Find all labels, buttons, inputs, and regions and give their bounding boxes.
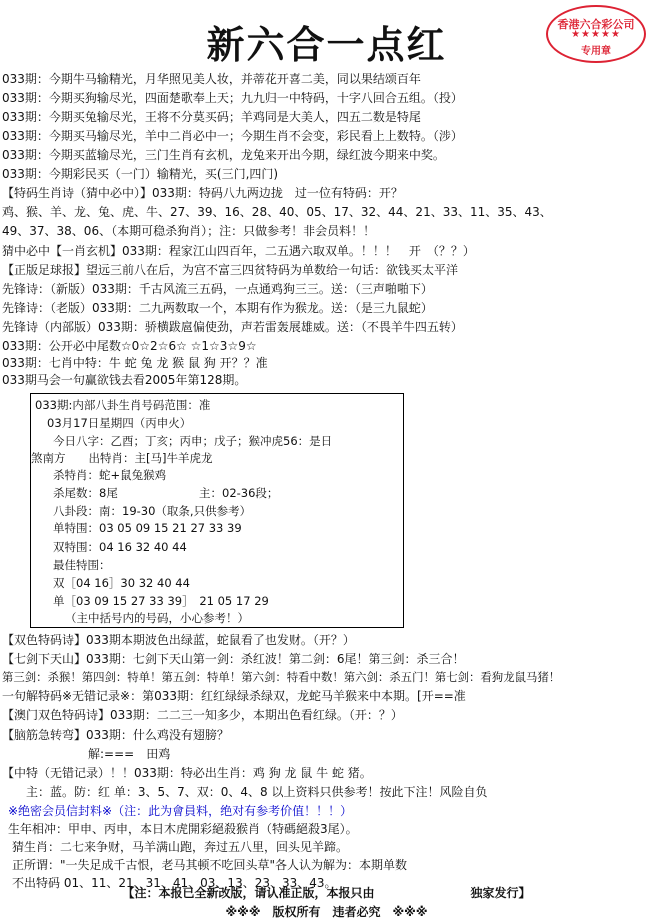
box-line: 煞南方 出特肖：主[马]牛羊虎龙 — [31, 451, 213, 465]
text-line: 第三剑：杀猴！第四剑：特单！第五剑：特单！第六剑：特看中数！第六剑：杀五门！第七剑：看狗龙鼠马猪！ — [2, 670, 561, 684]
text-line: 猜生肖：二七来争财，马羊满山跑，奔过五八里，回头见羊蹄。 — [12, 840, 349, 854]
text-line: 解:=== 田鸡 — [88, 747, 171, 761]
seal-top-text: 香港六合彩公司 — [557, 18, 635, 31]
box-line: 03月17日星期四（丙申火） — [47, 416, 192, 430]
box-line: 单［03 09 15 27 33 39］ 21 05 17 29 — [53, 594, 269, 608]
footer-copyright: ※※※ 版权所有 违者必究 ※※※ — [225, 905, 428, 919]
text-line: 先锋诗：（老版）033期：二九两数取一个，本期有作为猴龙。送：（是三九鼠蛇） — [2, 301, 433, 315]
box-line: 八卦段：南：19-30（取条,只供参考） — [53, 504, 252, 518]
text-line: 猜中必中【一肖玄机】033期：程家江山四百年，二五遇六取双单。！！！ 开 （？？） — [2, 244, 475, 258]
text-line: 033期：今期买狗输尽光，四面楚歌奉上天；九九归一中特码，十字八回合五组。（投） — [2, 91, 463, 105]
text-line: 033期：今期买马输尽光，羊中二肖必中一；今期生肖不会变，彩民看上上数特。（涉） — [2, 129, 463, 143]
text-line: 先锋诗（内部版）033期：骄横跋扈偏使劲，声若雷轰展雄威。送：（不畏羊牛四五转） — [2, 320, 463, 334]
box-line: 双特围：04 16 32 40 44 — [53, 540, 187, 554]
text-line: 一句解特码※无错记录※：第033期：红红绿绿杀绿双，龙蛇马羊猴来中本期。[开==准 — [2, 689, 466, 703]
text-line: 【七剑下天山】033期：七剑下天山第一剑：杀红波！第二剑：6尾！第三剑：杀三合！ — [2, 652, 465, 666]
text-line: 【正版足球报】望远三前八在后，为宫不富三四贫特码为单数给一句话：欲钱买太平洋 — [2, 263, 459, 277]
text-line: 【中特（无错记录）！！033期：特必出生肖：鸡 狗 龙 鼠 牛 蛇 猪。 — [2, 766, 372, 780]
box-line: 杀特肖：蛇+鼠兔猴鸡 — [53, 468, 167, 482]
text-line: 033期：七肖中特：牛 蛇 兔 龙 猴 鼠 狗 开？？准 — [2, 356, 268, 370]
text-line: 不出特码 01、11、21、31、41、03、13、23、33、43。 — [12, 876, 337, 890]
page-title: 新六合一点红 — [206, 22, 447, 67]
text-line: ※绝密会员信封料※（注：此为會員料，绝对有参考价值！！！） — [8, 804, 353, 818]
box-line: 033期:内部八卦生肖号码范围：准 — [35, 398, 211, 412]
footer-note: 【注：本报已全新改版，请认准正版，本报只由 独家发行】 — [122, 886, 531, 900]
text-line: 主：蓝。防：红 单：3、5、7、双：0、4、8 以上资料只供参考！按此下注！风险自负 — [26, 785, 488, 799]
box-line: （主中括号内的号码，小心参考！） — [65, 611, 249, 625]
text-line: 033期：今期买蓝输尽光，三门生肖有玄机，龙兔来开出今期，绿红波今期来中奖。 — [2, 148, 445, 162]
text-line: 先锋诗：（新版）033期：千古风流三五码，一点通鸡狗三三。送：（三声啪啪下） — [2, 282, 433, 296]
text-line: 正所谓："一失足成千古恨，老马其顿不吃回头草"各人认为解为：本期单数 — [12, 858, 408, 872]
bagua-box — [30, 393, 404, 628]
box-line: 主：02-36段； — [199, 486, 279, 500]
box-line: 今日八字：乙酉；丁亥；丙申；戊子；猴冲虎56：是日 — [53, 434, 333, 448]
text-line: 【特码生肖诗（猜中必中）】033期：特码八九两边拢 过一位有特码：开？ — [2, 186, 403, 200]
text-line: 49、37、38、06、（本期可稳杀狗肖）；注：只做参考！非会员料！！ — [2, 224, 376, 238]
text-line: 033期：今期彩民买（一门）输精光，买(三门,四门) — [2, 167, 279, 181]
box-line: 最佳特围： — [53, 558, 111, 572]
seal-stars: ★★★★★ — [571, 29, 621, 40]
text-line: 033期马会一句赢欲钱去看2005年第128期。 — [2, 373, 247, 387]
text-line: 【脑筋急转弯】033期：什么鸡没有翅膀？ — [2, 728, 229, 742]
text-line: 033期：今期买兔输尽光，王将不分莫买码；羊鸡同是大美人，四五二数是特尾 — [2, 110, 421, 124]
text-line: 033期：公开必中尾数☆0☆2☆6☆ ☆1☆3☆9☆ — [2, 339, 257, 353]
text-line: 鸡、猴、羊、龙、兔、虎、牛、27、39、16、28、40、05、17、32、44、21、33、11、35、43、 — [2, 205, 552, 219]
box-line: 单特围：03 05 09 15 21 27 33 39 — [53, 521, 242, 535]
box-line: 杀尾数：8尾 — [53, 486, 118, 500]
seal-bottom-text: 专用章 — [581, 46, 611, 57]
text-line: 【澳门双色特码诗】033期：二二三一知多少，本期出色看红绿。（开：？） — [2, 708, 403, 722]
text-line: 生年相冲：甲申、丙申，本日木虎開彩絕殺猴肖（特碼絕殺3尾）。 — [8, 822, 358, 836]
text-line: 【双色特码诗】033期本期波色出绿蓝，蛇鼠看了也发财。（开？） — [2, 633, 355, 647]
box-line: 双［04 16］30 32 40 44 — [53, 576, 190, 590]
company-seal — [546, 5, 646, 63]
text-line: 033期：今期牛马输精光，月华照见美人妆，并蒂花开喜二美，同以果结颂百年 — [2, 72, 421, 86]
